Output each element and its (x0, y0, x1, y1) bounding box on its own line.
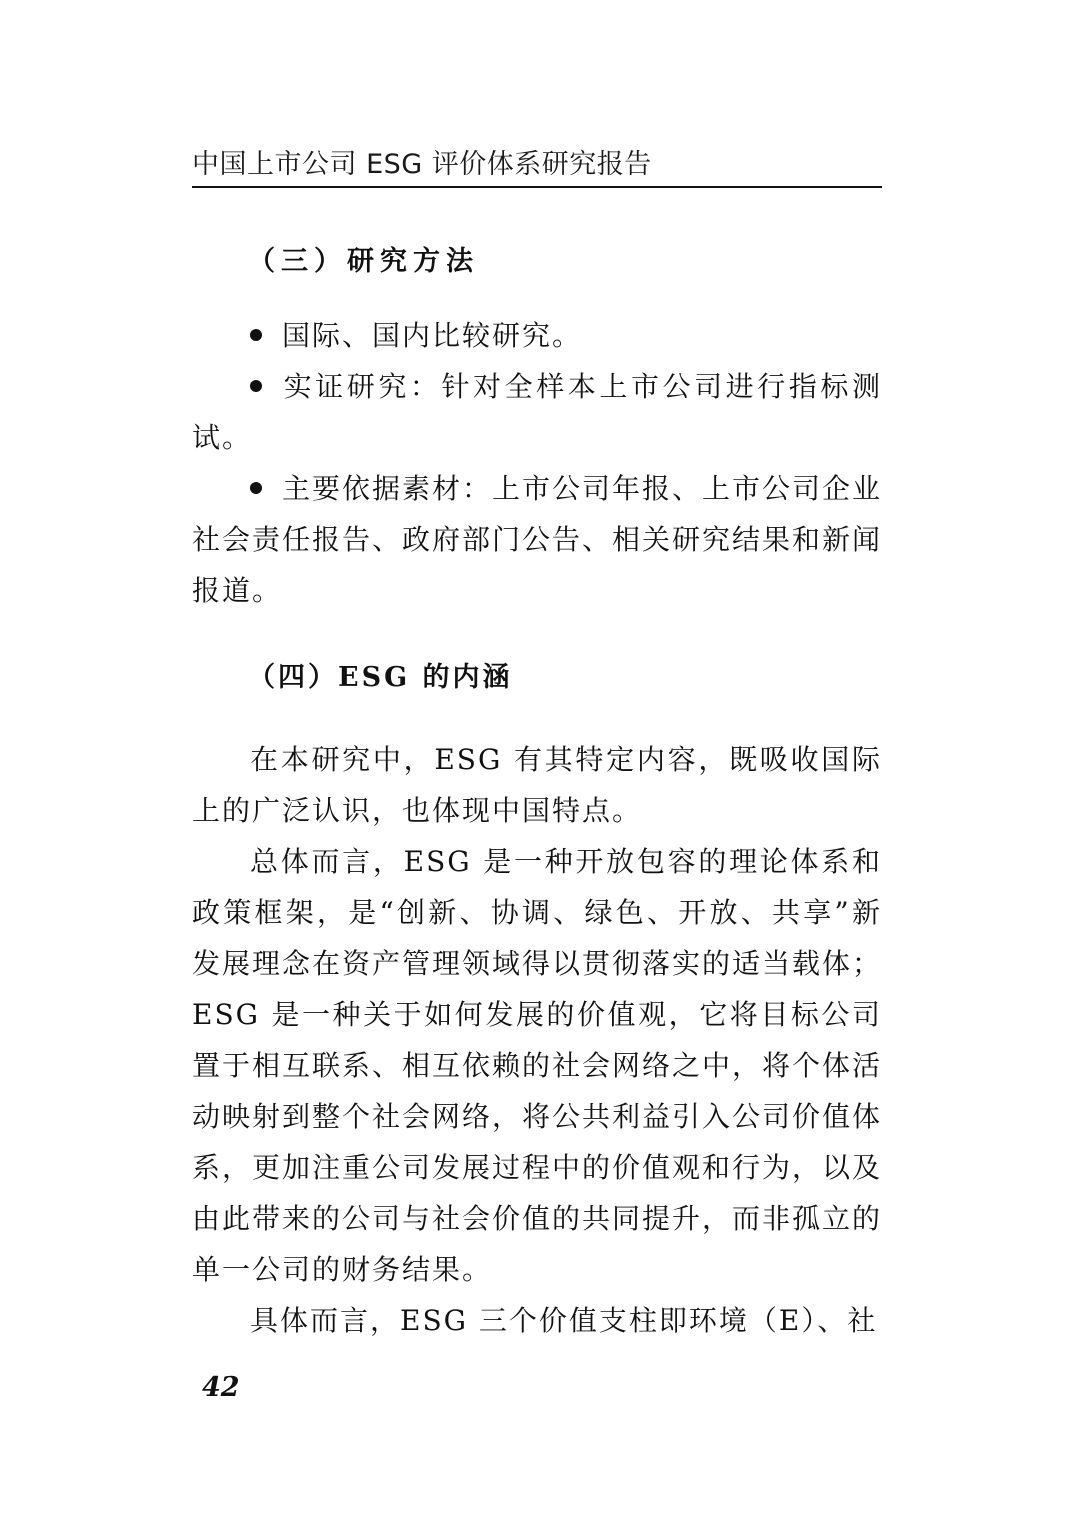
spacer (192, 288, 882, 310)
bullet-text: 主要依据素材：上市公司年报、上市公司企业社会责任报告、政府部门公告、相关研究结果和新闻报道。 (192, 472, 883, 607)
page-number: 42 (202, 1372, 240, 1403)
bullet-text: 国际、国内比较研究。 (282, 319, 583, 352)
bullet-item (192, 463, 882, 616)
section-heading-methods: （三）研究方法 (248, 246, 479, 277)
section-heading-connotation: （四）ESG 的内涵 (248, 662, 513, 693)
bullet-item (192, 361, 882, 463)
bullet-icon (250, 329, 262, 341)
spacer (192, 704, 882, 734)
body-paragraph: 具体而言，ESG 三个价值支柱即环境（E）、社 (250, 1304, 878, 1337)
spacer (192, 616, 882, 652)
bullet-text: 实证研究：针对全样本上市公司进行指标测试。 (192, 370, 882, 454)
body-paragraph: 总体而言，ESG 是一种开放包容的理论体系和政策框架，是“创新、协调、绿色、开放、共享”新发展理念在资产管理领域得以贯彻落实的适当载体；ESG 是一种关于如何发展的价值观，它将目标公司置于相互联系、相互依赖的社会网络之中，将个体活动映射到整个社会网络，将公共利益引入公司价值体系，更加注重公司发展过程中的价值观和行为，以及由此带来的公司与社会价值的共同提升，而非孤立的单一公司的财务结果。 (192, 845, 883, 1286)
bullet-icon (250, 482, 262, 494)
running-header-title: 中国上市公司 ESG 评价体系研究报告 (192, 149, 652, 180)
bullet-item (192, 310, 882, 361)
body-paragraph: 在本研究中，ESG 有其特定内容，既吸收国际上的广泛认识，也体现中国特点。 (192, 743, 882, 827)
header-rule (192, 186, 882, 188)
bullet-icon (250, 380, 262, 392)
page-content (192, 236, 882, 1346)
